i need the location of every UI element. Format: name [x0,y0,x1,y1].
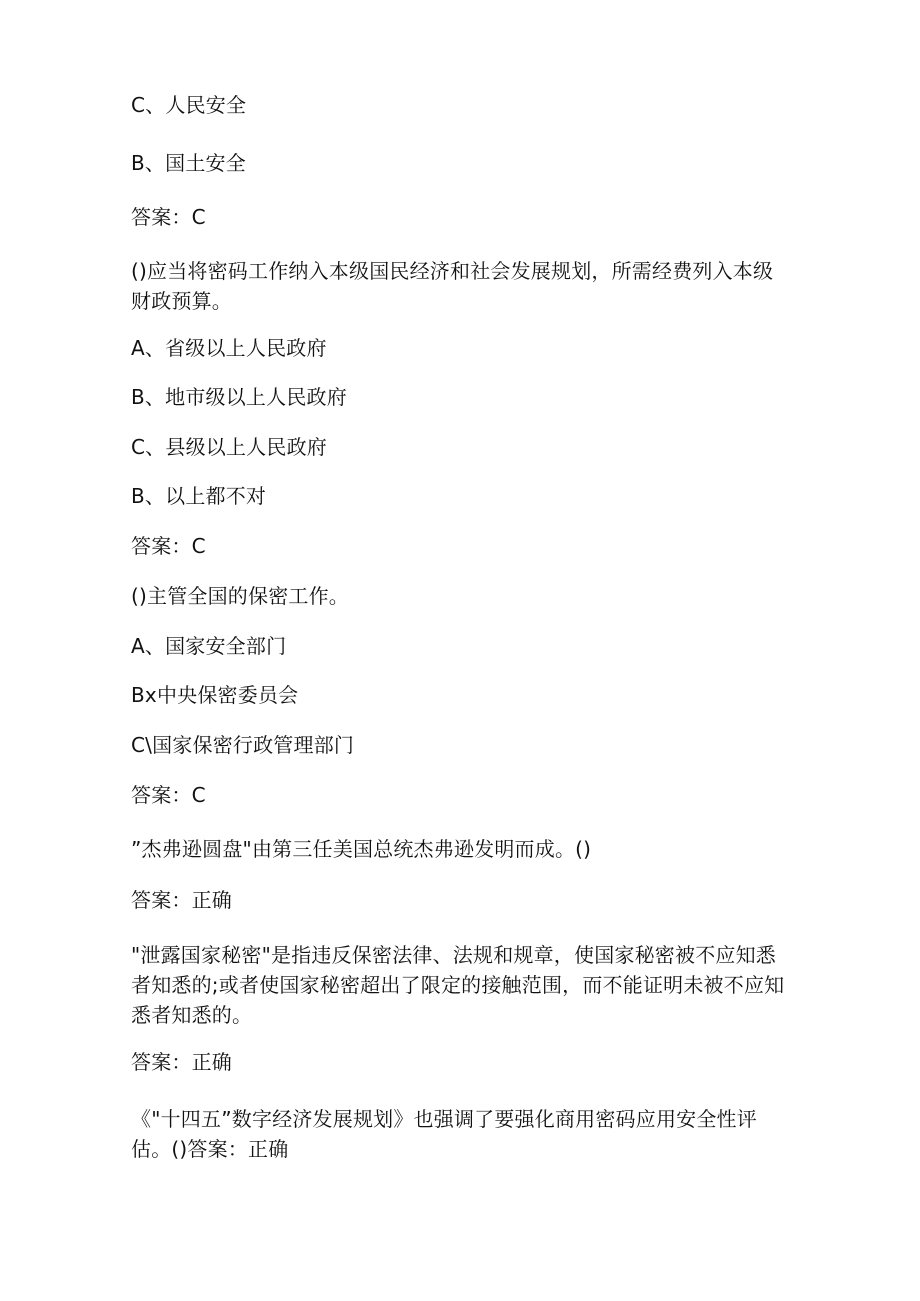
answer-line: 答案：C [131,783,206,807]
question-line: 《"十四五”数字经济发展规划》也强调了要强化商用密码应用安全性评 [131,1107,757,1131]
option-a-national-security-department: A、国家安全部门 [131,634,287,658]
option-b-municipal-government: B、地市级以上人民政府 [131,385,347,409]
answer-line: 答案：C [131,205,206,229]
question-secrecy-authority: ()主管全国的保密工作。 [131,584,350,608]
question-digital-economy-plan [131,1104,811,1164]
option-b-central-secrecy-committee: Bx中央保密委员会 [131,683,299,707]
option-b-none-of-above: B、以上都不对 [131,484,267,508]
option-c-secrecy-administration: C\国家保密行政管理部门 [131,733,355,757]
question-line: 悉者知悉的。 [131,1003,253,1027]
question-line: 估。()答案：正确 [131,1137,289,1161]
question-jefferson-disk: ”杰弗逊圆盘"由第三任美国总统杰弗逊发明而成。() [131,837,592,861]
option-c-people-security: C、人民安全 [131,93,247,117]
question-leak-definition [131,940,811,1030]
option-a-provincial-government: A、省级以上人民政府 [131,336,327,360]
question-line: "泄露国家秘密"是指违反保密法律、法规和规章，使国家秘密被不应知悉 [131,943,776,967]
answer-line: 答案：正确 [131,888,232,912]
option-b-territory-security: B、国土安全 [131,151,246,175]
question-crypto-budget [131,256,811,316]
answer-line: 答案：C [131,534,206,558]
question-line: ()应当将密码工作纳入本级国民经济和社会发展规划，所需经费列入本级 [131,259,774,283]
answer-line: 答案：正确 [131,1050,232,1074]
question-line: 财政预算。 [131,289,232,313]
question-line: 者知悉的;或者使国家秘密超出了限定的接触范围，而不能证明未被不应知 [131,973,785,997]
option-c-county-government: C、县级以上人民政府 [131,435,327,459]
